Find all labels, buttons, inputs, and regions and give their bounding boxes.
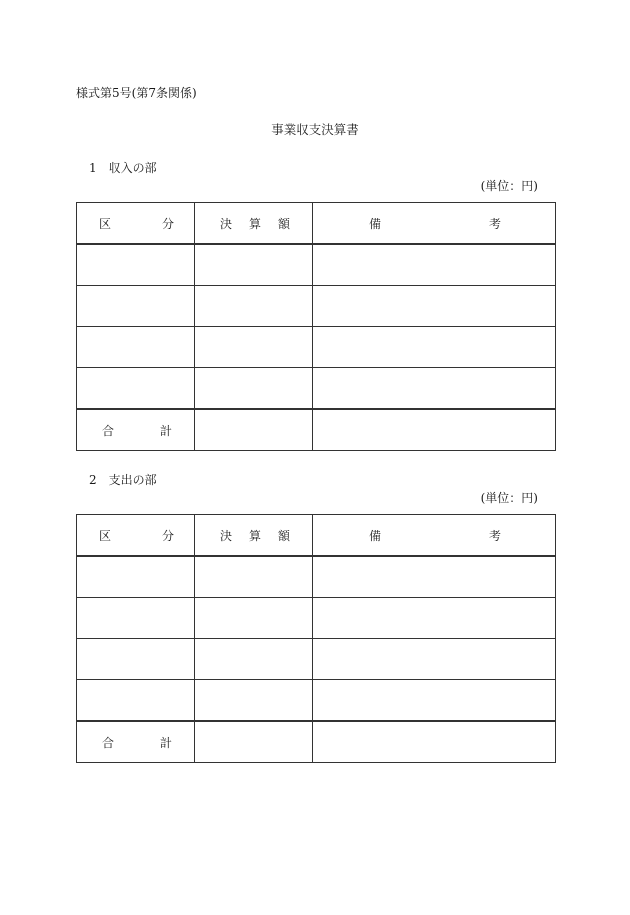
income-section-heading: 1 収入の部 xyxy=(89,161,157,175)
income-table xyxy=(76,202,556,451)
remarks-cell[interactable] xyxy=(313,556,556,598)
category-cell[interactable] xyxy=(77,556,195,598)
remarks-cell[interactable] xyxy=(313,598,556,639)
header-amount-char: 決 xyxy=(220,528,233,543)
category-cell[interactable] xyxy=(77,598,195,639)
category-cell[interactable] xyxy=(77,368,195,410)
amount-cell[interactable] xyxy=(195,598,313,639)
header-amount-char: 決 xyxy=(220,216,233,231)
header-category xyxy=(77,203,195,245)
header-amount-char: 算 xyxy=(248,216,261,231)
document-title: 事業収支決算書 xyxy=(271,122,359,137)
total-remarks-cell[interactable] xyxy=(313,721,556,763)
table-header-row xyxy=(77,203,556,245)
amount-cell[interactable] xyxy=(195,244,313,286)
header-category xyxy=(77,515,195,557)
header-remarks-char: 考 xyxy=(488,528,501,543)
header-category-char: 分 xyxy=(161,216,174,231)
table-row xyxy=(77,368,556,410)
total-amount-cell[interactable] xyxy=(195,409,313,451)
table-row xyxy=(77,598,556,639)
amount-cell[interactable] xyxy=(195,556,313,598)
amount-cell[interactable] xyxy=(195,368,313,410)
header-remarks-char: 備 xyxy=(369,528,382,543)
total-label-char: 合 xyxy=(102,423,115,438)
form-number-label: 様式第5号(第7条関係) xyxy=(76,86,197,100)
header-category-char: 区 xyxy=(99,528,112,543)
header-amount-char: 算 xyxy=(248,528,261,543)
table-header-row xyxy=(77,515,556,557)
table-row xyxy=(77,639,556,680)
category-cell[interactable] xyxy=(77,286,195,327)
income-unit-note: (単位：円) xyxy=(480,179,538,193)
total-amount-cell[interactable] xyxy=(195,721,313,763)
header-category-char: 区 xyxy=(99,216,112,231)
expense-section-heading: 2 支出の部 xyxy=(89,473,157,487)
header-remarks xyxy=(313,203,556,245)
table-row xyxy=(77,286,556,327)
remarks-cell[interactable] xyxy=(313,639,556,680)
expense-table xyxy=(76,514,556,763)
header-amount xyxy=(195,515,313,557)
amount-cell[interactable] xyxy=(195,286,313,327)
total-label-char: 計 xyxy=(159,423,172,438)
remarks-cell[interactable] xyxy=(313,286,556,327)
amount-cell[interactable] xyxy=(195,639,313,680)
header-amount xyxy=(195,203,313,245)
header-amount-char: 額 xyxy=(277,216,290,231)
category-cell[interactable] xyxy=(77,327,195,368)
table-row xyxy=(77,556,556,598)
total-label-char: 合 xyxy=(102,735,115,750)
remarks-cell[interactable] xyxy=(313,244,556,286)
amount-cell[interactable] xyxy=(195,680,313,722)
total-label-char: 計 xyxy=(159,735,172,750)
category-cell[interactable] xyxy=(77,244,195,286)
table-row xyxy=(77,327,556,368)
remarks-cell[interactable] xyxy=(313,368,556,410)
remarks-cell[interactable] xyxy=(313,680,556,722)
amount-cell[interactable] xyxy=(195,327,313,368)
header-remarks xyxy=(313,515,556,557)
total-remarks-cell[interactable] xyxy=(313,409,556,451)
header-amount-char: 額 xyxy=(277,528,290,543)
table-row xyxy=(77,244,556,286)
category-cell[interactable] xyxy=(77,680,195,722)
expense-unit-note: (単位：円) xyxy=(480,491,538,505)
category-cell[interactable] xyxy=(77,639,195,680)
total-label-cell xyxy=(77,409,195,451)
header-remarks-char: 備 xyxy=(369,216,382,231)
header-category-char: 分 xyxy=(161,528,174,543)
total-row xyxy=(77,721,556,763)
header-remarks-char: 考 xyxy=(488,216,501,231)
total-label-cell xyxy=(77,721,195,763)
table-row xyxy=(77,680,556,722)
remarks-cell[interactable] xyxy=(313,327,556,368)
total-row xyxy=(77,409,556,451)
